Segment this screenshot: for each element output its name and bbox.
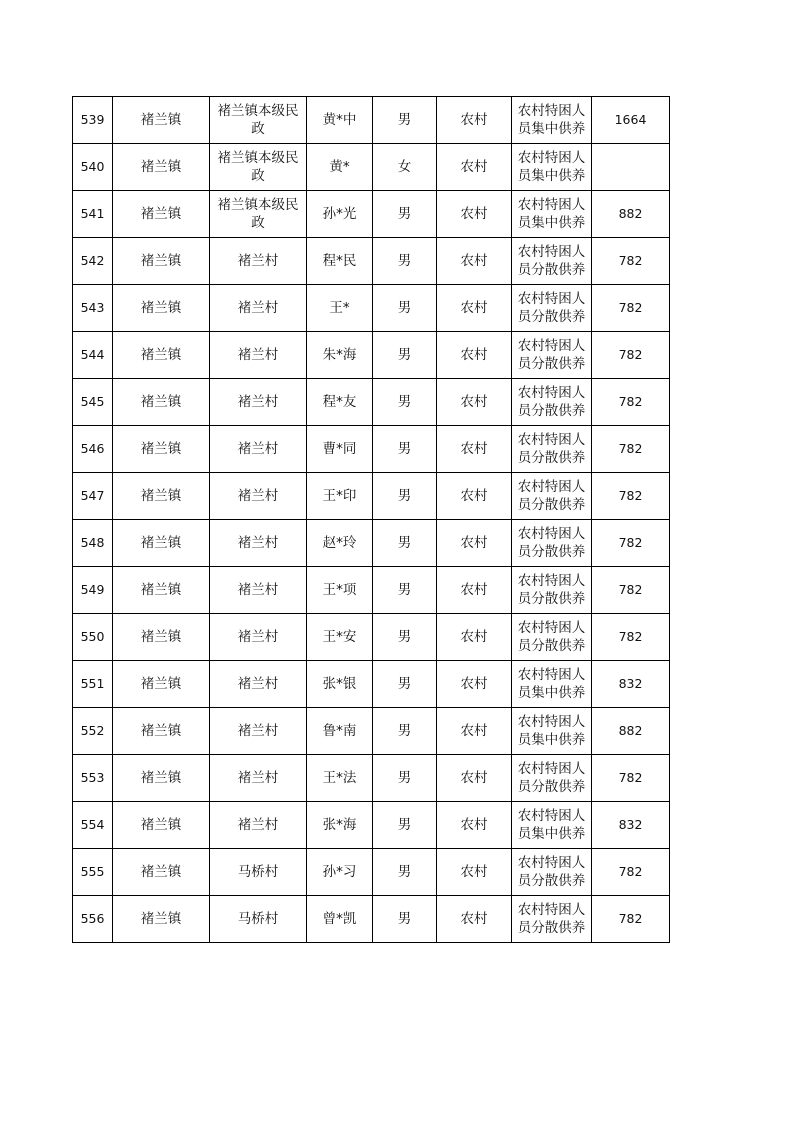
table-row	[73, 144, 670, 191]
cell-serial-number: 539	[73, 97, 113, 144]
cell-gender: 男	[373, 473, 437, 520]
cell-household-type: 农村	[437, 661, 512, 708]
cell-village: 褚兰村	[210, 708, 307, 755]
cell-support-category: 农村特困人员分散供养	[512, 567, 592, 614]
cell-person-name: 王*	[307, 285, 373, 332]
cell-household-type: 农村	[437, 520, 512, 567]
cell-amount: 832	[592, 661, 670, 708]
table-row	[73, 97, 670, 144]
table-row	[73, 285, 670, 332]
cell-support-category: 农村特困人员集中供养	[512, 97, 592, 144]
table-row	[73, 896, 670, 943]
cell-support-category: 农村特困人员集中供养	[512, 191, 592, 238]
cell-household-type: 农村	[437, 144, 512, 191]
cell-village: 马桥村	[210, 849, 307, 896]
cell-household-type: 农村	[437, 802, 512, 849]
cell-gender: 女	[373, 144, 437, 191]
cell-serial-number: 551	[73, 661, 113, 708]
cell-gender: 男	[373, 285, 437, 332]
cell-town: 褚兰镇	[113, 708, 210, 755]
cell-village: 褚兰村	[210, 379, 307, 426]
cell-household-type: 农村	[437, 191, 512, 238]
cell-village: 褚兰村	[210, 755, 307, 802]
cell-town: 褚兰镇	[113, 191, 210, 238]
cell-village: 褚兰村	[210, 473, 307, 520]
cell-household-type: 农村	[437, 473, 512, 520]
table-row	[73, 802, 670, 849]
cell-serial-number: 540	[73, 144, 113, 191]
cell-town: 褚兰镇	[113, 614, 210, 661]
cell-town: 褚兰镇	[113, 379, 210, 426]
cell-household-type: 农村	[437, 332, 512, 379]
cell-town: 褚兰镇	[113, 849, 210, 896]
cell-household-type: 农村	[437, 426, 512, 473]
cell-support-category: 农村特困人员分散供养	[512, 473, 592, 520]
cell-amount: 782	[592, 896, 670, 943]
cell-support-category: 农村特困人员分散供养	[512, 426, 592, 473]
cell-amount: 882	[592, 708, 670, 755]
cell-person-name: 王*法	[307, 755, 373, 802]
table-row	[73, 755, 670, 802]
cell-person-name: 程*民	[307, 238, 373, 285]
cell-serial-number: 548	[73, 520, 113, 567]
table-row	[73, 661, 670, 708]
cell-village: 褚兰村	[210, 567, 307, 614]
cell-town: 褚兰镇	[113, 144, 210, 191]
table-row	[73, 332, 670, 379]
cell-amount: 782	[592, 755, 670, 802]
cell-gender: 男	[373, 614, 437, 661]
cell-person-name: 朱*海	[307, 332, 373, 379]
cell-household-type: 农村	[437, 379, 512, 426]
cell-serial-number: 546	[73, 426, 113, 473]
cell-serial-number: 552	[73, 708, 113, 755]
cell-person-name: 黄*	[307, 144, 373, 191]
cell-amount: 782	[592, 849, 670, 896]
cell-support-category: 农村特困人员集中供养	[512, 802, 592, 849]
cell-household-type: 农村	[437, 567, 512, 614]
cell-town: 褚兰镇	[113, 896, 210, 943]
cell-household-type: 农村	[437, 849, 512, 896]
cell-town: 褚兰镇	[113, 567, 210, 614]
cell-amount: 782	[592, 238, 670, 285]
cell-serial-number: 549	[73, 567, 113, 614]
cell-town: 褚兰镇	[113, 755, 210, 802]
cell-town: 褚兰镇	[113, 332, 210, 379]
cell-amount: 782	[592, 567, 670, 614]
cell-gender: 男	[373, 567, 437, 614]
cell-amount: 782	[592, 614, 670, 661]
cell-gender: 男	[373, 849, 437, 896]
table-row	[73, 379, 670, 426]
cell-town: 褚兰镇	[113, 661, 210, 708]
cell-support-category: 农村特困人员分散供养	[512, 755, 592, 802]
cell-serial-number: 542	[73, 238, 113, 285]
cell-household-type: 农村	[437, 97, 512, 144]
table-row	[73, 708, 670, 755]
cell-serial-number: 555	[73, 849, 113, 896]
table-row	[73, 426, 670, 473]
cell-serial-number: 544	[73, 332, 113, 379]
cell-village: 褚兰村	[210, 332, 307, 379]
cell-gender: 男	[373, 379, 437, 426]
cell-gender: 男	[373, 755, 437, 802]
cell-gender: 男	[373, 520, 437, 567]
table-row	[73, 238, 670, 285]
cell-gender: 男	[373, 191, 437, 238]
cell-village: 褚兰村	[210, 238, 307, 285]
cell-person-name: 王*项	[307, 567, 373, 614]
table-row	[73, 191, 670, 238]
cell-town: 褚兰镇	[113, 285, 210, 332]
cell-support-category: 农村特困人员分散供养	[512, 238, 592, 285]
cell-serial-number: 553	[73, 755, 113, 802]
cell-household-type: 农村	[437, 755, 512, 802]
cell-village: 马桥村	[210, 896, 307, 943]
cell-gender: 男	[373, 426, 437, 473]
cell-support-category: 农村特困人员集中供养	[512, 708, 592, 755]
cell-village: 褚兰村	[210, 661, 307, 708]
cell-person-name: 王*印	[307, 473, 373, 520]
cell-gender: 男	[373, 661, 437, 708]
cell-serial-number: 547	[73, 473, 113, 520]
cell-amount: 1664	[592, 97, 670, 144]
cell-town: 褚兰镇	[113, 802, 210, 849]
cell-town: 褚兰镇	[113, 520, 210, 567]
cell-household-type: 农村	[437, 238, 512, 285]
cell-village: 褚兰村	[210, 802, 307, 849]
cell-support-category: 农村特困人员分散供养	[512, 614, 592, 661]
cell-person-name: 鲁*南	[307, 708, 373, 755]
cell-gender: 男	[373, 896, 437, 943]
cell-person-name: 王*安	[307, 614, 373, 661]
cell-amount: 782	[592, 520, 670, 567]
cell-village: 褚兰村	[210, 426, 307, 473]
cell-person-name: 黄*中	[307, 97, 373, 144]
cell-serial-number: 554	[73, 802, 113, 849]
cell-serial-number: 541	[73, 191, 113, 238]
cell-person-name: 孙*习	[307, 849, 373, 896]
cell-village: 褚兰镇本级民政	[210, 144, 307, 191]
table-row	[73, 849, 670, 896]
cell-village: 褚兰村	[210, 614, 307, 661]
cell-amount: 782	[592, 379, 670, 426]
cell-support-category: 农村特困人员分散供养	[512, 285, 592, 332]
cell-support-category: 农村特困人员分散供养	[512, 379, 592, 426]
cell-village: 褚兰镇本级民政	[210, 97, 307, 144]
cell-person-name: 张*海	[307, 802, 373, 849]
cell-support-category: 农村特困人员分散供养	[512, 896, 592, 943]
cell-gender: 男	[373, 802, 437, 849]
cell-household-type: 农村	[437, 285, 512, 332]
table-row	[73, 567, 670, 614]
cell-household-type: 农村	[437, 614, 512, 661]
cell-person-name: 张*银	[307, 661, 373, 708]
cell-village: 褚兰村	[210, 285, 307, 332]
cell-amount	[592, 144, 670, 191]
cell-town: 褚兰镇	[113, 473, 210, 520]
cell-person-name: 程*友	[307, 379, 373, 426]
cell-village: 褚兰镇本级民政	[210, 191, 307, 238]
cell-amount: 782	[592, 332, 670, 379]
cell-household-type: 农村	[437, 708, 512, 755]
cell-amount: 832	[592, 802, 670, 849]
cell-support-category: 农村特困人员集中供养	[512, 144, 592, 191]
cell-gender: 男	[373, 332, 437, 379]
cell-amount: 882	[592, 191, 670, 238]
cell-person-name: 曾*凯	[307, 896, 373, 943]
table-row	[73, 614, 670, 661]
cell-person-name: 赵*玲	[307, 520, 373, 567]
cell-gender: 男	[373, 708, 437, 755]
cell-amount: 782	[592, 285, 670, 332]
cell-person-name: 孙*光	[307, 191, 373, 238]
cell-gender: 男	[373, 97, 437, 144]
cell-support-category: 农村特困人员分散供养	[512, 332, 592, 379]
cell-support-category: 农村特困人员分散供养	[512, 520, 592, 567]
cell-town: 褚兰镇	[113, 238, 210, 285]
cell-village: 褚兰村	[210, 520, 307, 567]
cell-serial-number: 550	[73, 614, 113, 661]
table-row	[73, 520, 670, 567]
cell-amount: 782	[592, 426, 670, 473]
cell-town: 褚兰镇	[113, 426, 210, 473]
cell-amount: 782	[592, 473, 670, 520]
cell-serial-number: 543	[73, 285, 113, 332]
cell-support-category: 农村特困人员分散供养	[512, 849, 592, 896]
cell-gender: 男	[373, 238, 437, 285]
cell-serial-number: 545	[73, 379, 113, 426]
cell-town: 褚兰镇	[113, 97, 210, 144]
cell-support-category: 农村特困人员集中供养	[512, 661, 592, 708]
relief-recipients-table	[72, 96, 670, 943]
cell-serial-number: 556	[73, 896, 113, 943]
cell-person-name: 曹*同	[307, 426, 373, 473]
cell-household-type: 农村	[437, 896, 512, 943]
table-row	[73, 473, 670, 520]
